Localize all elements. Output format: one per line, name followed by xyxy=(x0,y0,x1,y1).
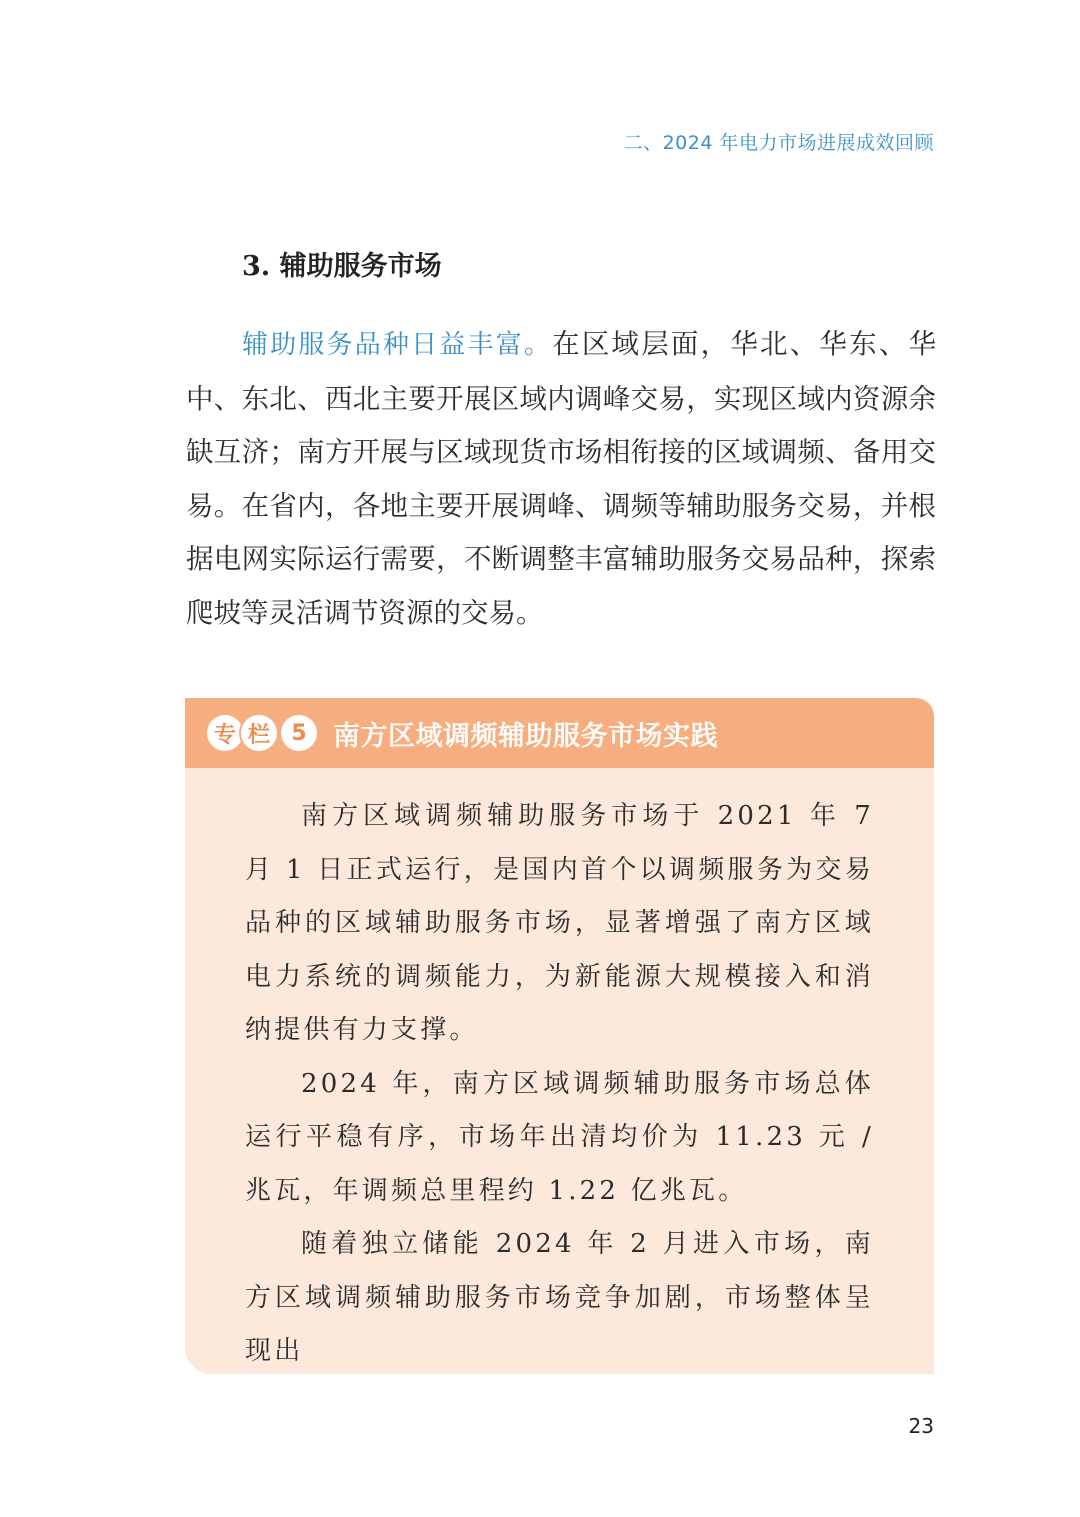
badge-char-2: 栏 xyxy=(241,715,277,751)
column-badge xyxy=(207,715,315,751)
badge-char-1: 专 xyxy=(207,715,243,751)
sidebar-paragraph: 南方区域调频辅助服务市场于 2021 年 7 月 1 日正式运行，是国内首个以调频服务为交易品种的区域辅助服务市场，显著增强了南方区域电力系统的调频能力，为新能源大规模接入和消纳提供有力支撑。 xyxy=(245,801,874,1045)
sidebar-paragraph: 2024 年，南方区域调频辅助服务市场总体运行平稳有序，市场年出清均价为 11.23 元 / 兆瓦，年调频总里程约 1.22 亿兆瓦。 xyxy=(245,1068,874,1206)
sidebar-paragraph: 随着独立储能 2024 年 2 月进入市场，南方区域调频辅助服务市场竞争加剧，市场整体呈现出 xyxy=(245,1229,874,1366)
running-header: 二、2024 年电力市场进展成效回顾 xyxy=(623,132,934,154)
sidebar-header xyxy=(185,698,934,768)
sidebar-body xyxy=(185,768,934,1374)
page-number: 23 xyxy=(908,1414,934,1438)
body-text: 在区域层面，华北、华东、华中、东北、西北主要开展区域内调峰交易，实现区域内资源余缺互济；南方开展与区域现货市场相衔接的区域调频、备用交易。在省内，各地主要开展调峰、调频等辅助服务交易，并根据电网实际运行需要，不断调整丰富辅助服务交易品种，探索爬坡等灵活调节资源的交易。 xyxy=(186,328,936,629)
badge-number: 5 xyxy=(281,715,317,751)
body-paragraph xyxy=(186,318,936,641)
section-heading: 3. 辅助服务市场 xyxy=(242,251,442,282)
sidebar-title: 南方区域调频辅助服务市场实践 xyxy=(333,720,718,752)
sidebar-box xyxy=(185,698,934,1374)
lead-phrase: 辅助服务品种日益丰富。 xyxy=(242,330,553,360)
